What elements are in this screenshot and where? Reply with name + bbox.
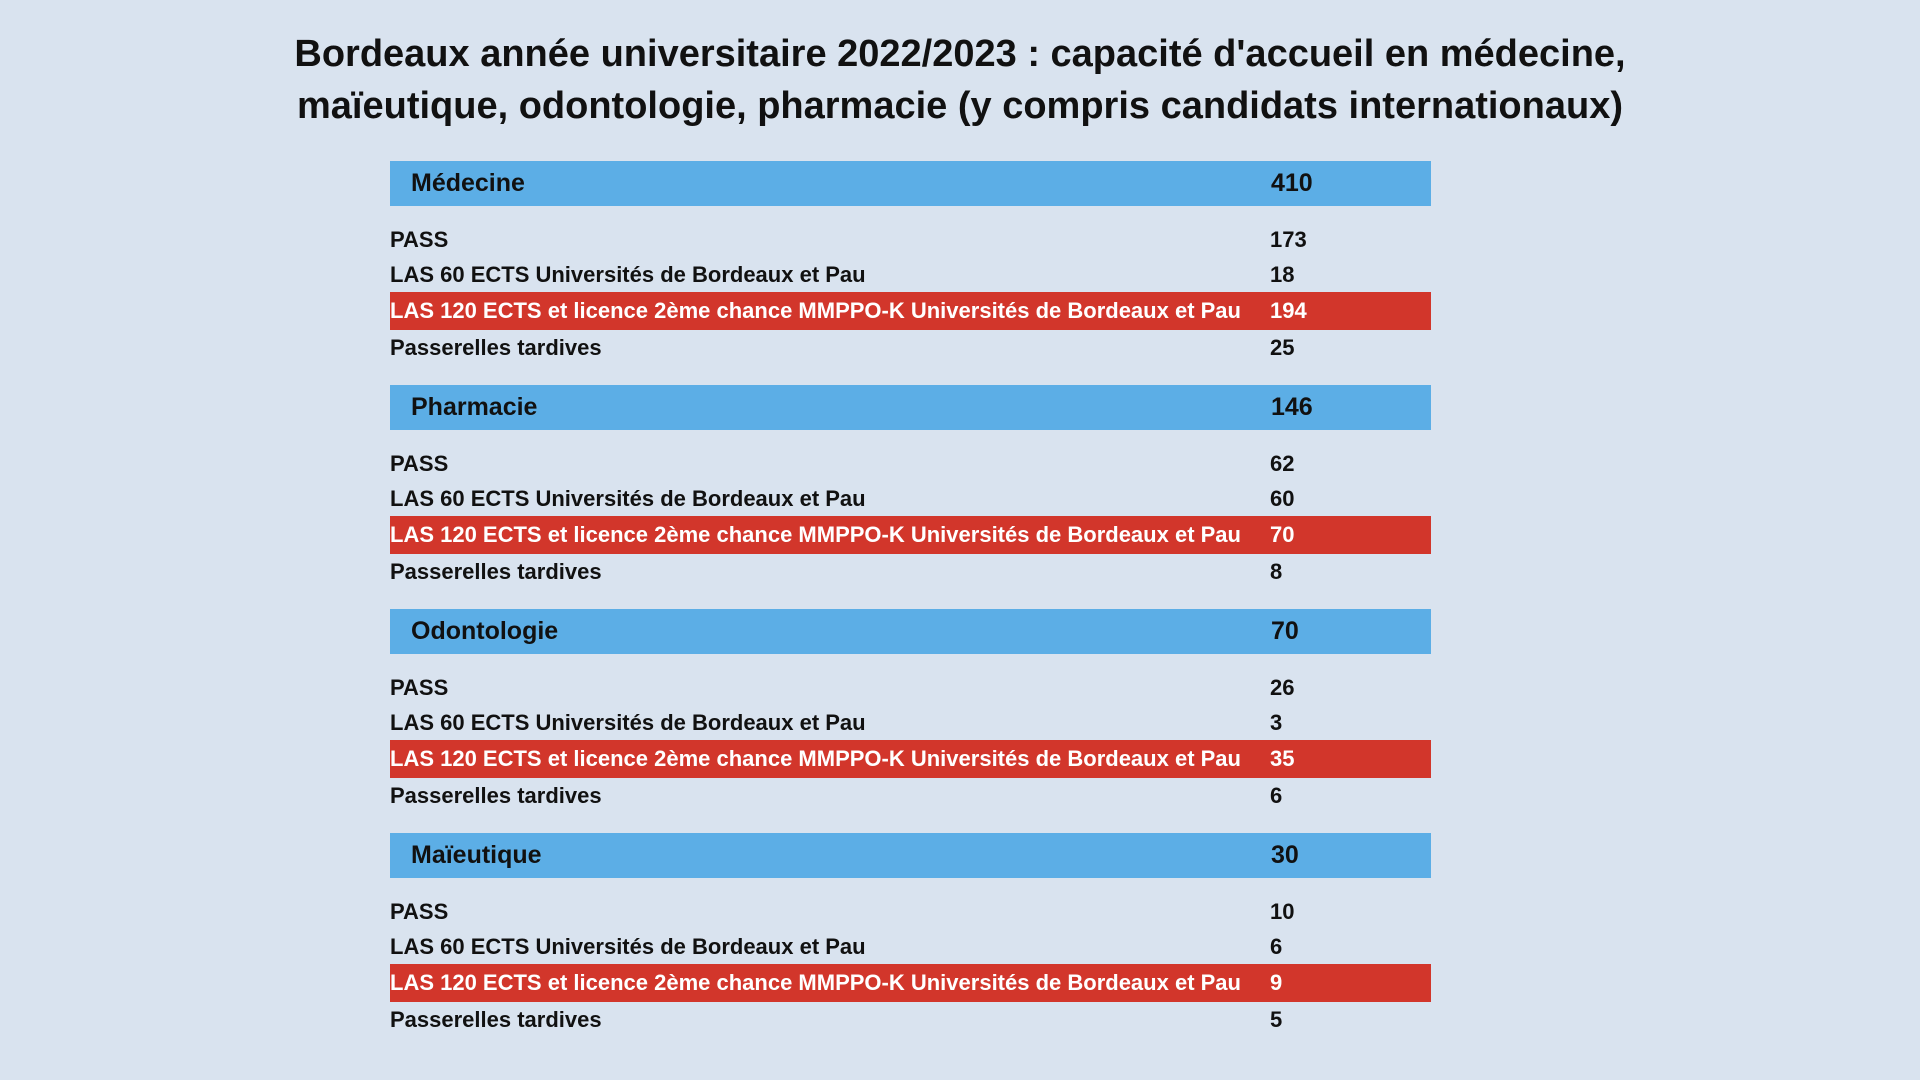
row-label: LAS 120 ECTS et licence 2ème chance MMPPO-K Universités de Bordeaux et Pau xyxy=(390,522,1241,547)
capacity-table xyxy=(390,161,1431,1057)
table-row xyxy=(390,1002,1431,1037)
row-value: 70 xyxy=(1270,522,1295,547)
section-maieutique xyxy=(390,833,1431,1037)
section-header xyxy=(390,161,1431,206)
section-medecine xyxy=(390,161,1431,365)
section-total: 410 xyxy=(1271,169,1313,197)
row-label: LAS 60 ECTS Universités de Bordeaux et Pau xyxy=(390,485,866,511)
table-row xyxy=(390,554,1431,589)
table-row-highlighted xyxy=(390,964,1431,1002)
row-value: 9 xyxy=(1270,970,1283,995)
row-label: PASS xyxy=(390,450,449,476)
row-value: 60 xyxy=(1270,485,1295,511)
section-name: Médecine xyxy=(411,169,525,197)
row-value: 25 xyxy=(1270,334,1295,360)
section-pharmacie xyxy=(390,385,1431,589)
title-line-1: Bordeaux année universitaire 2022/2023 : capacité d'accueil en médecine, xyxy=(294,33,1626,75)
section-header xyxy=(390,385,1431,430)
row-label: PASS xyxy=(390,898,449,924)
row-value: 18 xyxy=(1270,261,1295,287)
table-row xyxy=(390,705,1431,740)
row-value: 194 xyxy=(1270,298,1307,323)
title-line-2: maïeutique, odontologie, pharmacie (y compris candidats internationaux) xyxy=(297,85,1623,127)
section-header xyxy=(390,609,1431,654)
table-row xyxy=(390,481,1431,516)
table-row xyxy=(390,222,1431,257)
row-value: 26 xyxy=(1270,674,1295,700)
page-title xyxy=(0,28,1920,132)
table-row-highlighted xyxy=(390,292,1431,330)
table-row-highlighted xyxy=(390,516,1431,554)
section-name: Pharmacie xyxy=(411,393,538,421)
row-label: LAS 60 ECTS Universités de Bordeaux et Pau xyxy=(390,709,866,735)
row-label: LAS 120 ECTS et licence 2ème chance MMPPO-K Universités de Bordeaux et Pau xyxy=(390,298,1241,323)
row-label: Passerelles tardives xyxy=(390,1006,602,1032)
table-row xyxy=(390,446,1431,481)
row-label: Passerelles tardives xyxy=(390,558,602,584)
section-header xyxy=(390,833,1431,878)
row-label: LAS 120 ECTS et licence 2ème chance MMPPO-K Universités de Bordeaux et Pau xyxy=(390,746,1241,771)
table-row xyxy=(390,778,1431,813)
row-value: 3 xyxy=(1270,709,1283,735)
table-row xyxy=(390,670,1431,705)
row-value: 6 xyxy=(1270,782,1283,808)
row-value: 35 xyxy=(1270,746,1295,771)
row-label: LAS 60 ECTS Universités de Bordeaux et Pau xyxy=(390,933,866,959)
table-row xyxy=(390,257,1431,292)
row-value: 173 xyxy=(1270,226,1307,252)
section-total: 30 xyxy=(1271,841,1299,869)
row-label: Passerelles tardives xyxy=(390,334,602,360)
section-name: Odontologie xyxy=(411,617,559,645)
section-name: Maïeutique xyxy=(411,841,542,869)
table-row xyxy=(390,929,1431,964)
section-odontologie xyxy=(390,609,1431,813)
row-value: 62 xyxy=(1270,450,1295,476)
table-row xyxy=(390,330,1431,365)
row-value: 5 xyxy=(1270,1006,1283,1032)
row-label: LAS 60 ECTS Universités de Bordeaux et Pau xyxy=(390,261,866,287)
row-label: PASS xyxy=(390,226,449,252)
section-total: 146 xyxy=(1271,393,1313,421)
section-total: 70 xyxy=(1271,617,1299,645)
row-value: 6 xyxy=(1270,933,1283,959)
row-value: 10 xyxy=(1270,898,1295,924)
row-label: Passerelles tardives xyxy=(390,782,602,808)
row-label: LAS 120 ECTS et licence 2ème chance MMPPO-K Universités de Bordeaux et Pau xyxy=(390,970,1241,995)
row-value: 8 xyxy=(1270,558,1283,584)
table-row xyxy=(390,894,1431,929)
table-row-highlighted xyxy=(390,740,1431,778)
row-label: PASS xyxy=(390,674,449,700)
